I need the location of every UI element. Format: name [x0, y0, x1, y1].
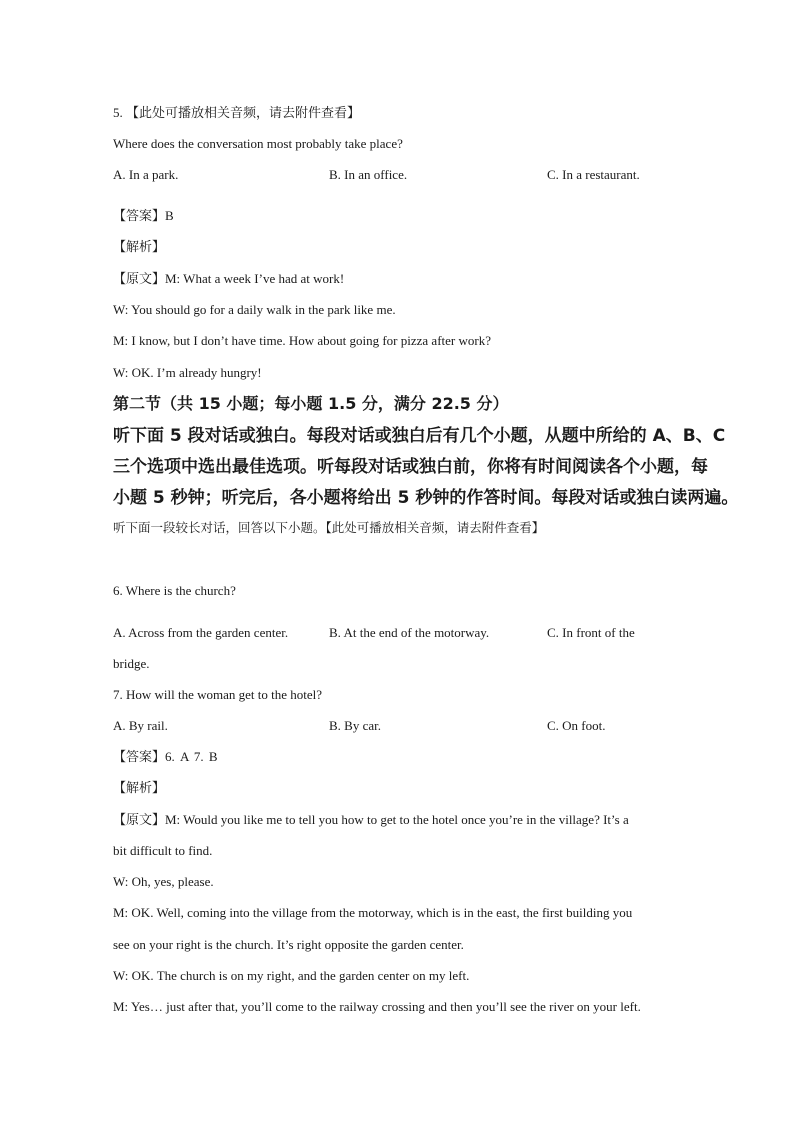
q7-option-a: A. By rail.: [113, 718, 168, 733]
section2-instruction-line: 听下面 5 段对话或独白。每段对话或独白后有几个小题，从题中所给的 A、B、C: [113, 426, 726, 446]
q6-option-a: A. Across from the garden center.: [113, 625, 289, 640]
answers67-transcript-line: see on your right is the church. It’s right opposite the garden center.: [113, 937, 464, 952]
q5-transcript-line: W: You should go for a daily walk in the park like me.: [113, 302, 396, 317]
q5-stem: 5. 【此处可播放相关音频，请去附件查看】: [113, 105, 361, 120]
answers67-transcript-line: M: OK. Well, coming into the village from the motorway, which is in the east, the first building you: [113, 905, 633, 920]
section2-title: 第二节（共 15 小题；每小题 1.5 分，满分 22.5 分）: [113, 394, 509, 413]
q5-option-c: C. In a restaurant.: [547, 167, 640, 182]
q5-transcript-line: 【原文】M: What a week I’ve had at work!: [113, 271, 345, 286]
q7-question: 7. How will the woman get to the hotel?: [113, 687, 323, 702]
answers67-transcript-line: W: OK. The church is on my right, and the garden center on my left.: [113, 968, 470, 983]
q5-answer: 【答案】B: [113, 208, 174, 223]
q5-question: Where does the conversation most probably take place?: [113, 136, 403, 151]
section2-intro: 听下面一段较长对话，回答以下小题。【此处可播放相关音频，请去附件查看】: [113, 520, 545, 535]
q5-option-a: A. In a park.: [113, 167, 179, 182]
answers67-transcript-line: M: Yes… just after that, you’ll come to the railway crossing and then you’ll see the river on your left.: [113, 999, 641, 1014]
q5-transcript-line: W: OK. I’m already hungry!: [113, 365, 262, 380]
q5-analysis-label: 【解析】: [113, 239, 166, 254]
q6-option-c-continued: bridge.: [113, 656, 150, 671]
q5-transcript-line: M: I know, but I don’t have time. How about going for pizza after work?: [113, 333, 491, 348]
answers67-answer: 【答案】6. A 7. B: [113, 749, 218, 764]
answers67-transcript-line: 【原文】M: Would you like me to tell you how to get to the hotel once you’re in the village? It’s a: [113, 812, 629, 827]
section2-instruction-line: 三个选项中选出最佳选项。听每段对话或独白前，你将有时间阅读各个小题，每: [113, 457, 708, 477]
q7-option-b: B. By car.: [329, 718, 381, 733]
q6-option-b: B. At the end of the motorway.: [329, 625, 490, 640]
q6-option-c: C. In front of the: [547, 625, 635, 640]
answers67-transcript-line: bit difficult to find.: [113, 843, 213, 858]
answers67-transcript-line: W: Oh, yes, please.: [113, 874, 214, 889]
q7-option-c: C. On foot.: [547, 718, 606, 733]
q5-option-b: B. In an office.: [329, 167, 408, 182]
q6-question: 6. Where is the church?: [113, 583, 236, 598]
section2-instruction-line: 小题 5 秒钟；听完后，各小题将给出 5 秒钟的作答时间。每段对话或独白读两遍。: [113, 488, 739, 508]
answers67-analysis-label: 【解析】: [113, 780, 166, 795]
